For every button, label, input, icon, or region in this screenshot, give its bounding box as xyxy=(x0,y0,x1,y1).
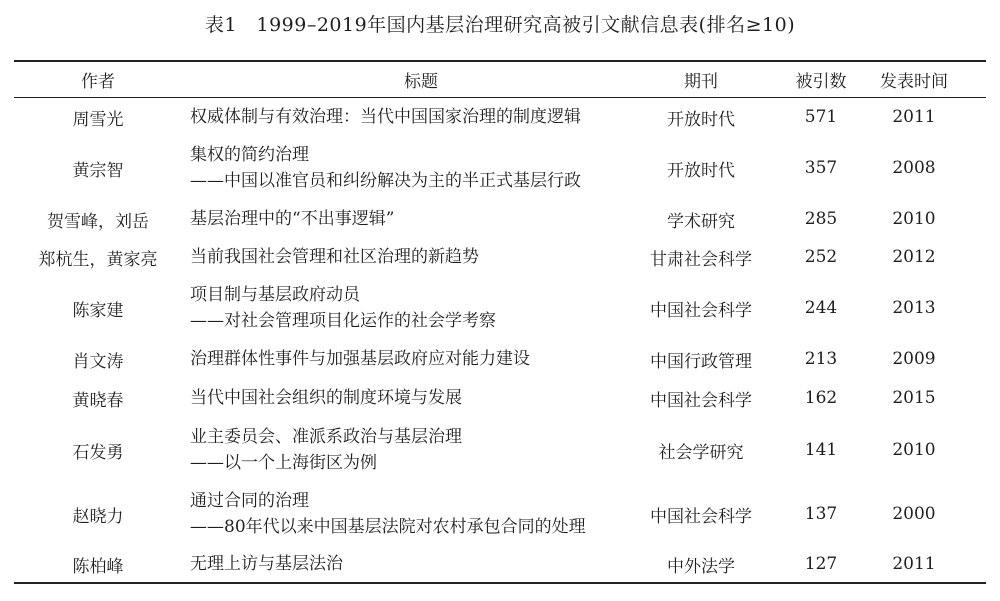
row-author: 郑杭生，黄家亮 xyxy=(38,249,158,270)
row-year: 2011 xyxy=(892,107,936,127)
row-cites: 357 xyxy=(804,158,838,178)
row-journal: 学术研究 xyxy=(667,211,735,232)
header-journal: 期刊 xyxy=(684,72,718,92)
row-year: 2009 xyxy=(892,349,936,369)
row-cites: 252 xyxy=(804,247,838,267)
row-author: 贺雪峰，刘岳 xyxy=(47,211,149,232)
row-journal: 中国社会科学 xyxy=(650,506,752,527)
row-author: 陈柏峰 xyxy=(72,556,124,577)
table-row xyxy=(14,136,986,200)
row-journal: 开放时代 xyxy=(667,109,735,130)
row-title-line1: 权威体制与有效治理：当代中国国家治理的制度逻辑 xyxy=(190,107,581,127)
row-title xyxy=(190,378,660,418)
row-title-line1: 当代中国社会组织的制度环境与发展 xyxy=(190,388,462,408)
table-caption: 表1 1999–2019年国内基层治理研究高被引文献信息表(排名≥10) xyxy=(204,14,796,36)
row-title-line2: ——80年代以来中国基层法院对农村承包合同的处理 xyxy=(190,517,586,537)
header-cites: 被引数 xyxy=(795,72,847,92)
row-year: 2000 xyxy=(892,504,936,524)
row-journal: 中国社会科学 xyxy=(650,390,752,411)
row-author: 黄宗智 xyxy=(72,160,124,181)
row-title-line1: 治理群体性事件与加强基层政府应对能力建设 xyxy=(190,349,530,369)
row-year: 2011 xyxy=(892,554,936,574)
row-author: 赵晓力 xyxy=(72,506,124,527)
table-row xyxy=(14,340,986,378)
row-cites: 244 xyxy=(804,298,838,318)
row-journal: 社会学研究 xyxy=(658,442,744,463)
row-title-line2: ——对社会管理项目化运作的社会学考察 xyxy=(190,311,496,331)
row-year: 2008 xyxy=(892,158,936,178)
row-title-line1: 基层治理中的“不出事逻辑” xyxy=(190,209,395,229)
row-cites: 141 xyxy=(804,440,838,460)
row-title xyxy=(190,546,660,582)
header-title: 标题 xyxy=(404,72,438,92)
row-year: 2015 xyxy=(892,388,936,408)
row-title xyxy=(190,482,660,546)
row-author: 周雪光 xyxy=(72,109,124,130)
row-cites: 127 xyxy=(804,554,838,574)
row-year: 2012 xyxy=(892,247,936,267)
row-author: 陈家建 xyxy=(72,300,124,321)
row-title xyxy=(190,276,660,340)
table-row xyxy=(14,98,986,136)
row-year: 2013 xyxy=(892,298,936,318)
row-title-line1: 集权的简约治理 xyxy=(190,145,309,165)
table-row xyxy=(14,378,986,418)
row-title xyxy=(190,200,660,238)
table-header xyxy=(14,62,986,97)
row-author: 石发勇 xyxy=(72,442,124,463)
row-journal: 中国社会科学 xyxy=(650,300,752,321)
row-cites: 285 xyxy=(804,209,838,229)
table-row xyxy=(14,546,986,582)
row-title-line2: ——以一个上海街区为例 xyxy=(190,453,377,473)
table-row xyxy=(14,200,986,238)
row-cites: 571 xyxy=(804,107,838,127)
row-title-line1: 当前我国社会管理和社区治理的新趋势 xyxy=(190,247,479,267)
row-cites: 162 xyxy=(804,388,838,408)
row-journal: 中国行政管理 xyxy=(650,351,752,372)
row-title xyxy=(190,418,660,482)
row-journal: 中外法学 xyxy=(667,556,735,577)
header-author: 作者 xyxy=(81,72,115,92)
row-cites: 137 xyxy=(804,504,838,524)
row-author: 肖文涛 xyxy=(72,351,124,372)
row-journal: 开放时代 xyxy=(667,160,735,181)
row-author: 黄晓春 xyxy=(72,390,124,411)
row-title xyxy=(190,238,660,276)
row-title xyxy=(190,136,660,200)
header-year: 发表时间 xyxy=(880,72,948,92)
row-title xyxy=(190,98,660,136)
row-year: 2010 xyxy=(892,209,936,229)
row-title-line2: ——中国以准官员和纠纷解决为主的半正式基层行政 xyxy=(190,171,581,191)
row-title-line1: 项目制与基层政府动员 xyxy=(190,285,360,305)
table-row xyxy=(14,482,986,546)
table-row xyxy=(14,418,986,482)
table-row xyxy=(14,276,986,340)
row-year: 2010 xyxy=(892,440,936,460)
row-title-line1: 业主委员会、准派系政治与基层治理 xyxy=(190,427,462,447)
row-title xyxy=(190,340,660,378)
table-bottom-rule xyxy=(14,582,986,584)
row-title-line1: 通过合同的治理 xyxy=(190,491,309,511)
row-cites: 213 xyxy=(804,349,838,369)
row-journal: 甘肃社会科学 xyxy=(650,249,752,270)
table-row xyxy=(14,238,986,276)
row-title-line1: 无理上访与基层法治 xyxy=(190,554,343,574)
